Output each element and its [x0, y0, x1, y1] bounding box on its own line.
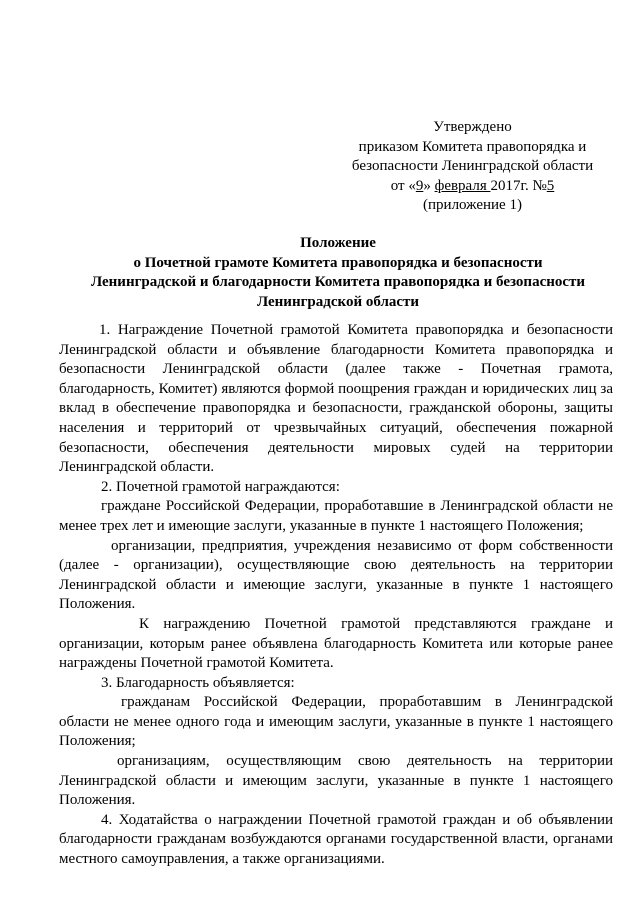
paragraph-5: К награждению Почетной грамотой представляются граждане и организации, которым ранее объявлена благодарность Комитета или которые ранее награждены Почетной грамотой Комитета. [59, 615, 613, 672]
paragraph-6: 3. Благодарность объявляется: [101, 674, 295, 691]
approval-appendix: (приложение 1) [423, 197, 522, 213]
title-line-3: Ленинградской и благодарности Комитета правопорядка и безопасности [90, 274, 586, 290]
approval-date-month: февраля [434, 177, 491, 194]
title-line-2: о Почетной грамоте Комитета правопорядка и безопасности [133, 254, 543, 271]
paragraph-7: гражданам Российской Федерации, проработавшим в Ленинградской области не менее одного года и имеющим заслуги, указанные в пункте 1 настоящего Положения; [59, 694, 613, 750]
title-heading: Положение [300, 235, 376, 251]
approval-approved-label: Утверждено [433, 119, 512, 135]
approval-date-prefix: от « [390, 177, 416, 194]
title-line-4: Ленинградской области [256, 293, 420, 310]
paragraph-3: граждане Российской Федерации, проработавшие в Ленинградской области не менее трех лет и имеющие заслуги, указанные в пункте 1 настоящего Положения; [59, 498, 613, 534]
approval-date-day: 9 [415, 177, 424, 194]
approval-order-number: 5 [546, 177, 555, 194]
paragraph-9: 4. Ходатайства о награждении Почетной грамотой граждан и об объявлении благодарности гражданам возбуждаются органами государственной власти, органами местного самоуправления, а также организациями. [59, 811, 613, 868]
paragraph-1: 1. Награждение Почетной грамотой Комитета правопорядка и безопасности Ленинградской области и объявление благодарности Комитета правопорядка и безопасности Ленинградской области (далее также - Почетная грамота, благодарность, Комитет) являются формой поощрения граждан и юридических лиц за вклад в обеспечение правопорядка и безопасности, гражданской обороны, защиты населения и территорий от чрезвычайных ситуаций, обеспечения пожарной безопасности, обеспечения деятельности мировых судей на территории Ленинградской области. [59, 322, 613, 476]
approval-date-year: 2017г. № [490, 177, 547, 194]
document-title [58, 234, 618, 312]
approval-date-line [330, 177, 615, 197]
approval-date-mid: » [423, 177, 435, 194]
paragraph-4: организации, предприятия, учреждения независимо от форм собственности (далее - организации), осуществляющие свою деятельность на территории Ленинградской области и имеющие заслуги, указанные в пункте 1 настоящего Положения. [59, 537, 613, 613]
approval-order-line: приказом Комитета правопорядка и [358, 138, 587, 155]
approval-committee-line: безопасности Ленинградской области [351, 158, 594, 174]
approval-stamp [330, 118, 615, 216]
paragraph-2: 2. Почетной грамотой награждаются: [101, 478, 340, 495]
paragraph-8: организациям, осуществляющим свою деятельность на территории Ленинградской области и имеющим заслуги, указанные в пункте 1 настоящего Положения. [59, 753, 613, 809]
document-body [59, 321, 613, 870]
